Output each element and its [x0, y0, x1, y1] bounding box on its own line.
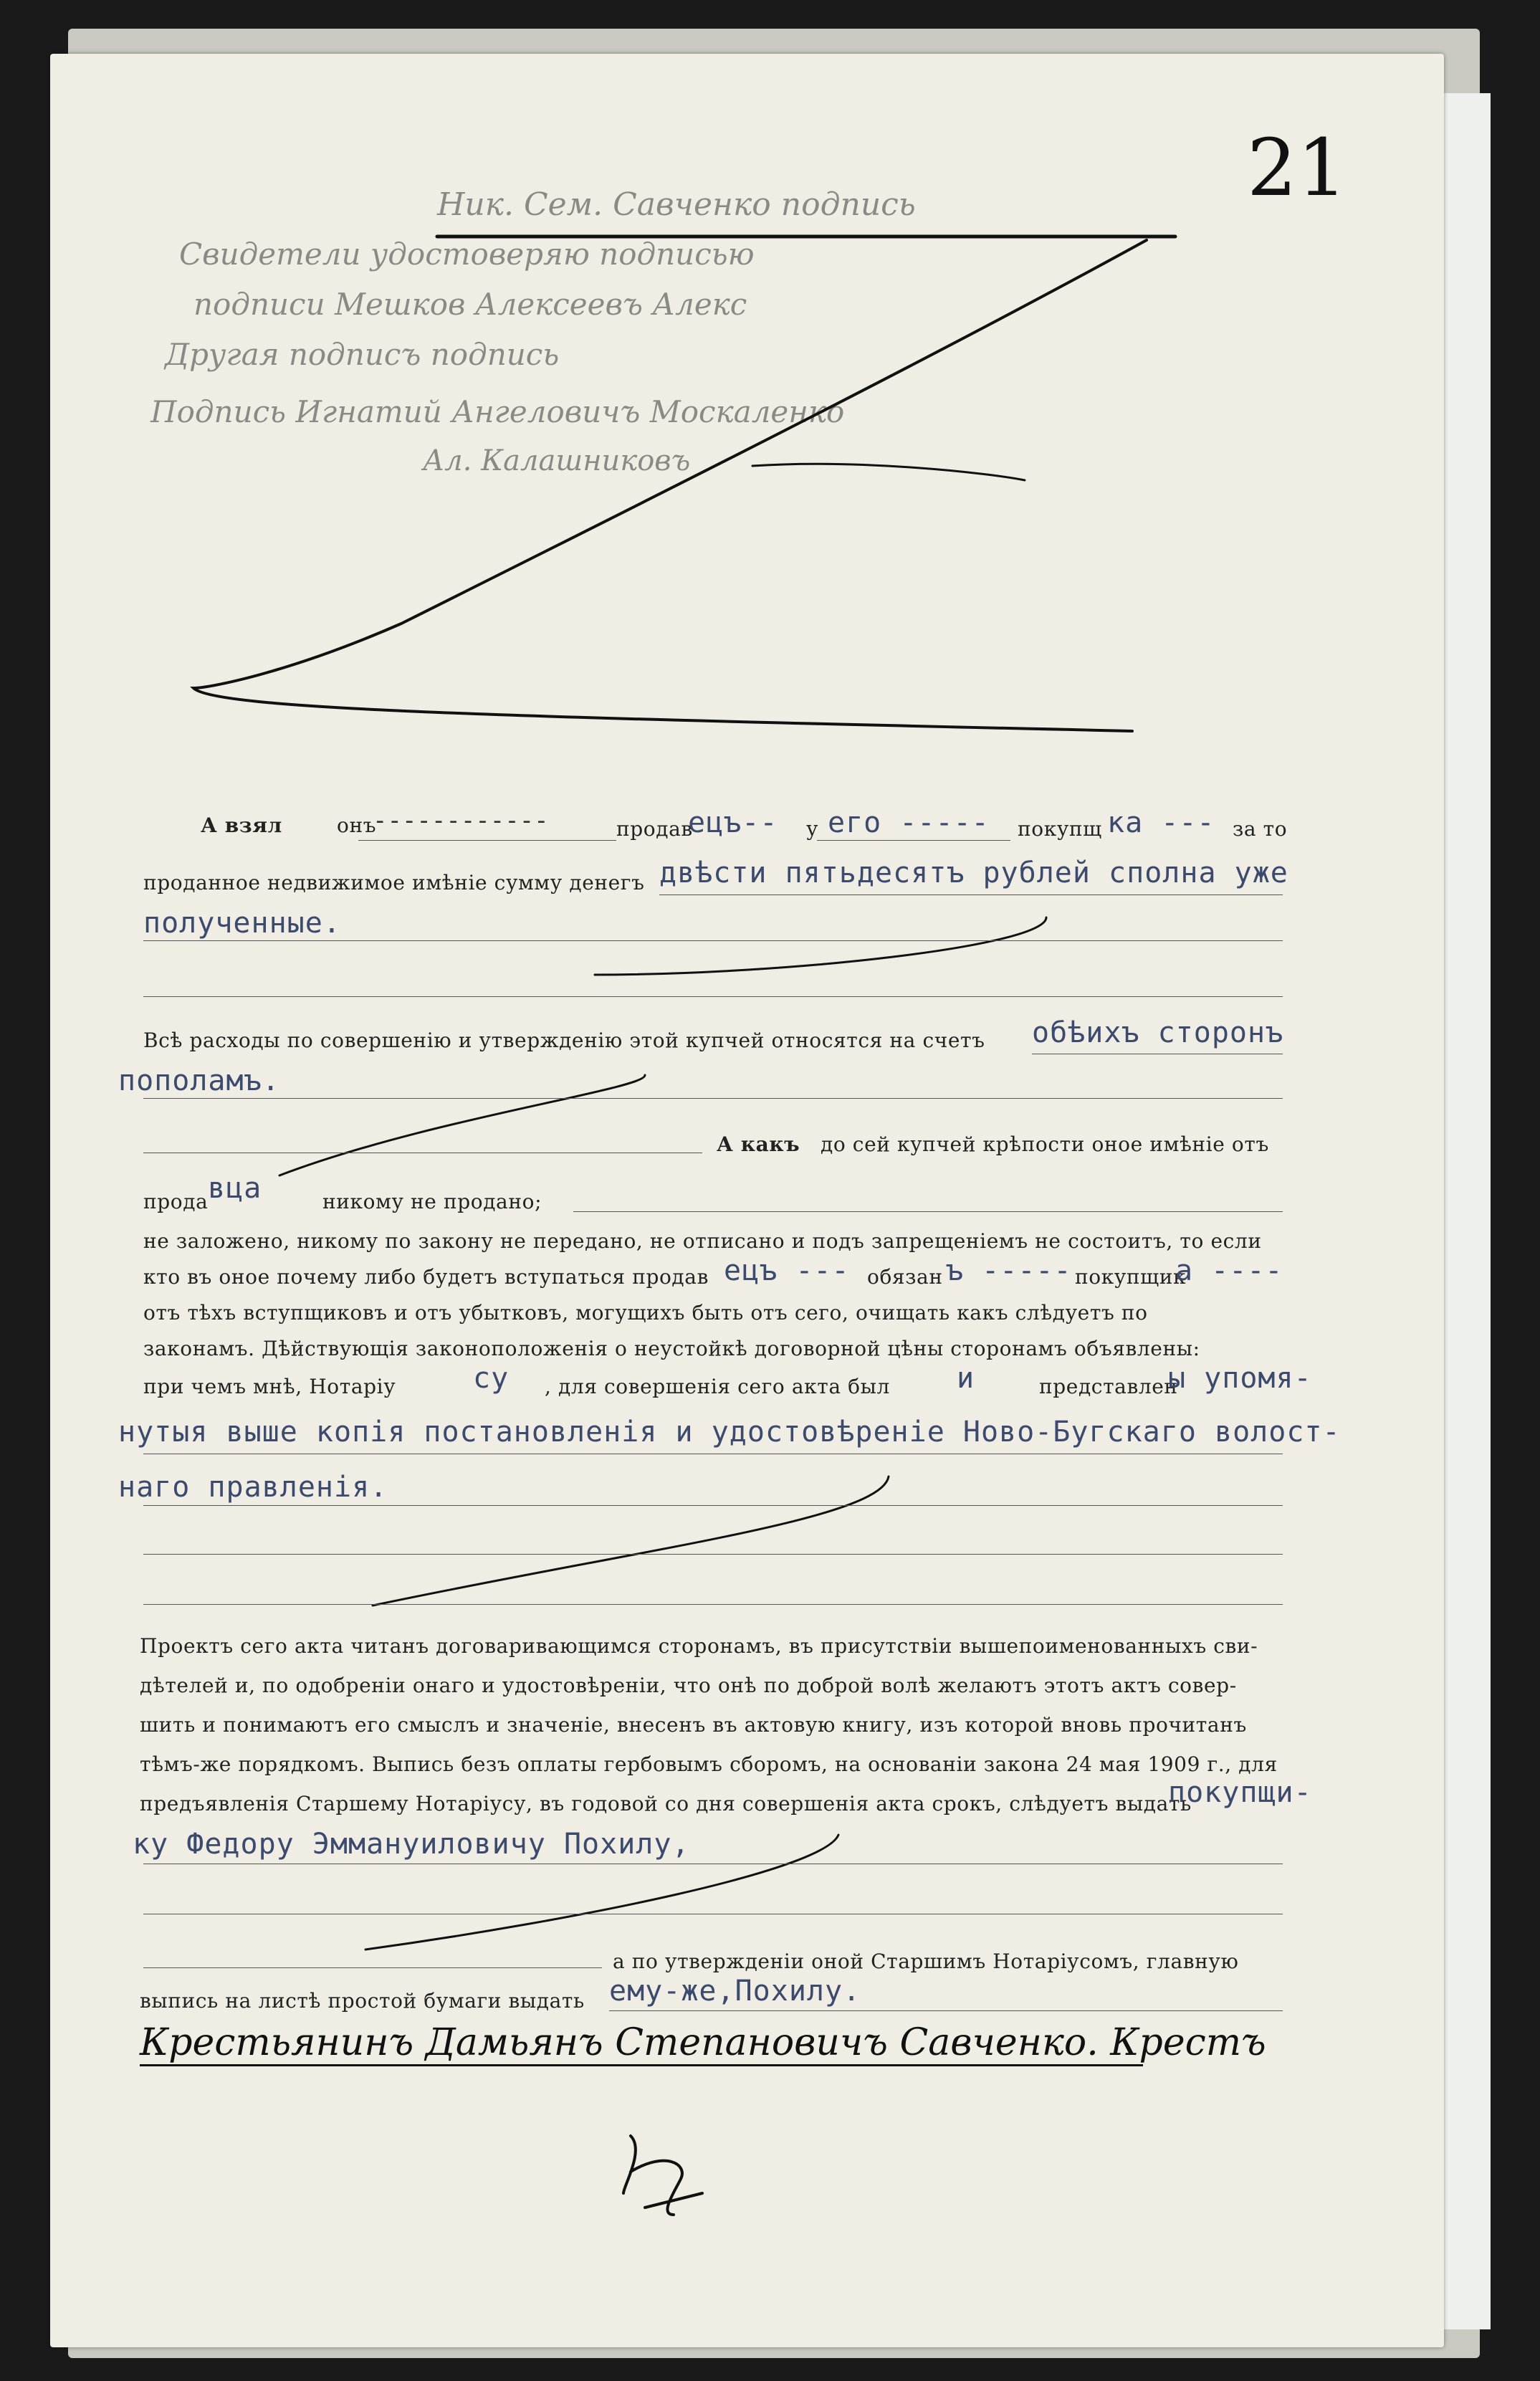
underline: [573, 1211, 1283, 1212]
faded-line: Ал. Калашниковъ: [423, 444, 691, 477]
para3-line7b: , для совершенія сего акта был: [545, 1375, 890, 1398]
para3-line4c: покупщик: [1075, 1265, 1187, 1289]
para3-line4a: кто въ оное почему либо будетъ вступаться продав: [143, 1265, 709, 1289]
blank-fill-stroke: [373, 1476, 889, 1605]
para4-line8: выпись на листѣ простой бумаги выдать: [140, 1989, 585, 2013]
para4-line1: Проектъ сего акта читанъ договаривающимся сторонамъ, въ присутствіи вышепоименованныхъ сви-: [140, 1634, 1258, 1658]
faded-line: Ник. Сем. Савченко подпись: [437, 186, 916, 223]
para4-line5-typed: покупщи-: [1168, 1776, 1312, 1809]
signature: Крестьянинъ Дамьянъ Степановичъ Савченко. Крестъ: [140, 2021, 1266, 2064]
u-label: у: [806, 817, 819, 841]
underline: [143, 1967, 602, 1968]
underline: [143, 1098, 1283, 1099]
underline: [609, 2010, 1283, 2011]
pokupshch-label: покупщ: [1018, 817, 1102, 841]
a-vzyal-label: А взял: [201, 813, 282, 837]
para1-line2: проданное недвижимое имѣніе сумму денегъ: [143, 871, 645, 894]
blank-fill-stroke: [279, 1075, 645, 1175]
para3-line4-typed3: а ----: [1175, 1254, 1283, 1287]
u-typed: его -----: [828, 806, 990, 839]
sum-typed: двѣсти пятьдесятъ рублей сполна уже: [659, 857, 1288, 889]
underline: [143, 1554, 1283, 1555]
nikomu-label: никому не продано;: [322, 1190, 542, 1213]
faded-line: подписи Мешков Алексеевъ Алекс: [193, 287, 747, 322]
page-number-mark: 21: [1247, 122, 1347, 214]
on-label: онъ: [337, 813, 377, 837]
underline: [143, 1505, 1283, 1506]
para4-line3: шить и понимаютъ его смыслъ и значеніе, внесенъ въ актовую книгу, изъ которой вновь прочитанъ: [140, 1713, 1247, 1737]
para3-line7-typed3: ы упомя-: [1168, 1362, 1312, 1395]
para3-typed-9: наго правленія.: [118, 1471, 388, 1504]
underline: [659, 894, 1283, 895]
para4-line4: тѣмъ-же порядкомъ. Выпись безъ оплаты гербовымъ сборомъ, на основаніи закона 24 мая 1909 г., для: [140, 1752, 1278, 1776]
underline: [358, 840, 616, 841]
on-dashes: ------------: [373, 806, 549, 835]
faded-line: Свидетели удостоверяю подписью: [179, 237, 755, 272]
cross-out-stroke: [193, 240, 1147, 731]
para4-line7: а по утвержденіи оной Старшимъ Нотаріусомъ, главную: [613, 1950, 1239, 1973]
prodav-label: продав: [616, 817, 693, 841]
proda-typed: вца: [208, 1172, 262, 1205]
prodav-typed: ецъ--: [688, 806, 778, 839]
para2-typed-2: пополамъ.: [118, 1064, 280, 1097]
para4-line8-typed: ему-же,Похилу.: [609, 1975, 861, 2008]
faded-line: Подпись Игнатий Ангеловичъ Москаленко: [150, 394, 845, 429]
underline: [143, 1604, 1283, 1605]
para3-line5: отъ тѣхъ вступщиковъ и отъ убытковъ, могущихъ быть отъ сего, очищать какъ слѣдуетъ по: [143, 1301, 1148, 1325]
initial-mark-stroke: [623, 2136, 702, 2215]
para2-line1: Всѣ расходы по совершенію и утвержденію этой купчей относятся на счетъ: [143, 1029, 985, 1052]
para3-typed-8: нутыя выше копія постановленія и удостовѣреніе Ново-Бугскаго волост-: [118, 1416, 1341, 1449]
blank-fill-stroke: [595, 917, 1046, 975]
para4-line5: предъявленія Старшему Нотаріусу, въ годовой со дня совершенія акта срокъ, слѣдуетъ выдать: [140, 1792, 1192, 1815]
para3-line7-typed1: су: [473, 1362, 510, 1395]
para3-line7c: представлен: [1039, 1375, 1178, 1398]
underline: [143, 996, 1283, 997]
underline: [143, 940, 1283, 941]
faded-line: Другая подписъ подпись: [165, 337, 560, 372]
a-kak-label: А какъ: [717, 1132, 800, 1156]
para3-line4-typed1: ецъ ---: [724, 1254, 850, 1287]
para3-line1: до сей купчей крѣпости оное имѣніе отъ: [821, 1132, 1269, 1156]
para4-line2: дѣтелей и, по одобреніи онаго и удостовѣреніи, что онѣ по доброй волѣ желаютъ этотъ актъ совер-: [140, 1674, 1237, 1697]
underline: [817, 840, 1010, 841]
para2-typed-1: обѣихъ сторонъ: [1032, 1016, 1284, 1049]
sum-typed-2: полученные.: [143, 907, 341, 940]
proda-label: прода: [143, 1190, 209, 1213]
signature-underline: [140, 2064, 1143, 2066]
para3-line7a: при чемъ мнѣ, Нотаріу: [143, 1375, 396, 1398]
para3-line3: не заложено, никому по закону не передано, не отписано и подъ запрещеніемъ не состоитъ, то если: [143, 1229, 1262, 1253]
za-to-label: за то: [1233, 817, 1288, 841]
para3-line4b: обязан: [867, 1265, 943, 1289]
para4-typed-6: ку Федору Эммануиловичу Похилу,: [133, 1828, 690, 1861]
cross-out-stroke: [752, 464, 1025, 480]
pokupshch-typed: ка ---: [1107, 806, 1215, 839]
para3-line6: законамъ. Дѣйствующія законоположенія о неустойкѣ договорной цѣны сторонамъ объявлены:: [143, 1337, 1200, 1360]
para3-line4-typed2: ъ -----: [946, 1254, 1072, 1287]
para3-line7-typed2: и: [957, 1362, 975, 1395]
